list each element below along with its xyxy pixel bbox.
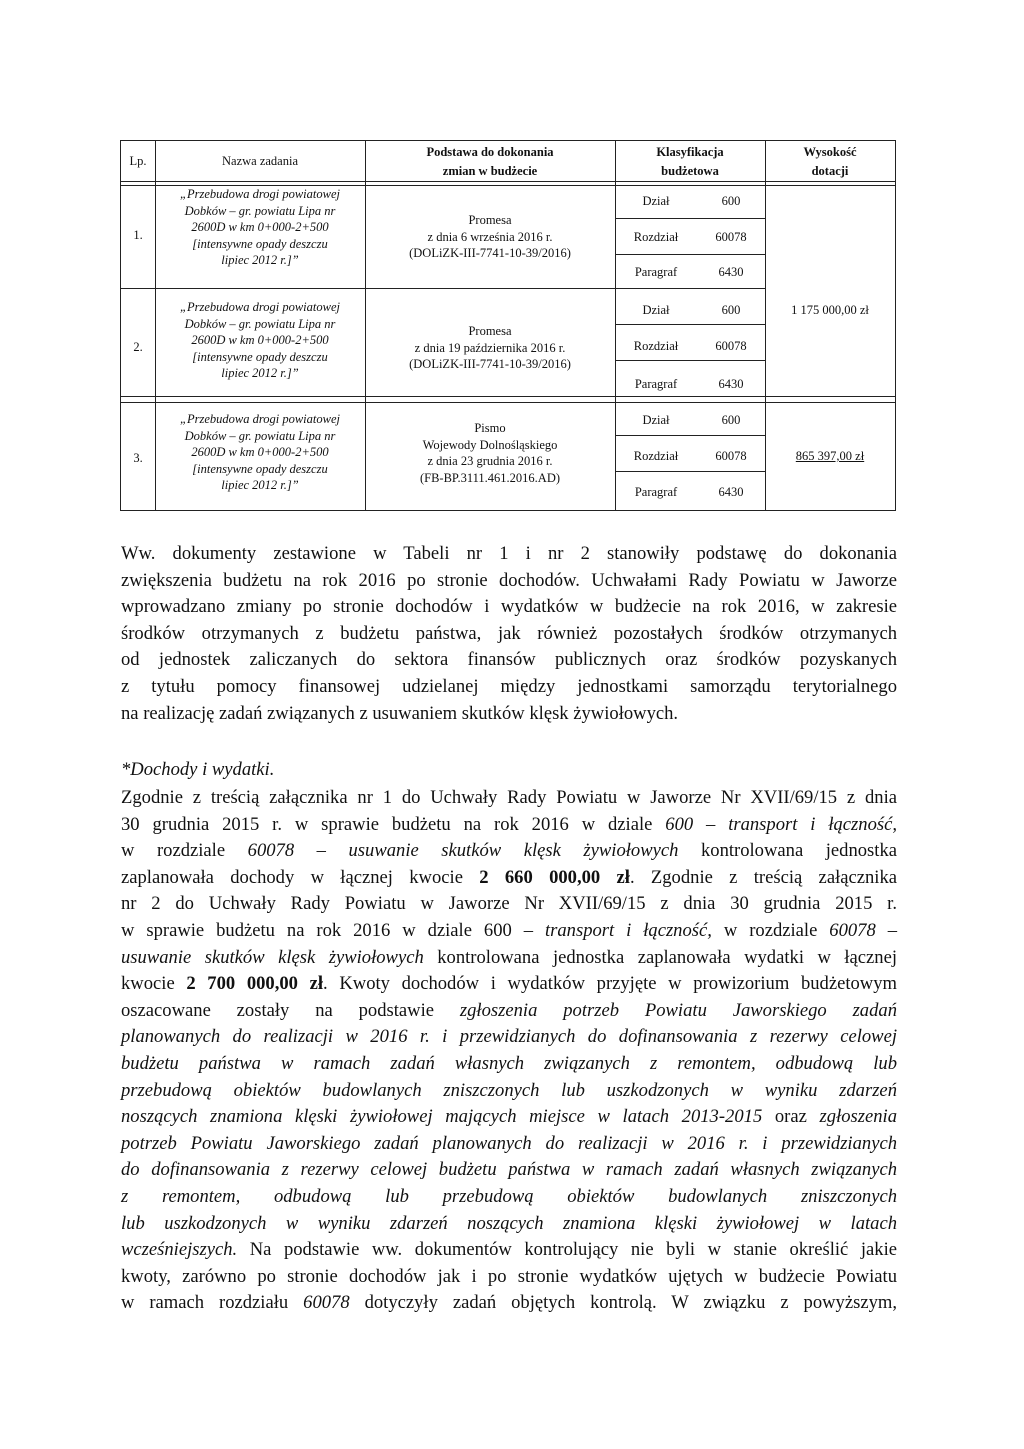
text-line xyxy=(121,998,897,1025)
text-run: oszacowane zostały na podstawie xyxy=(121,999,460,1021)
class-code: 60078 xyxy=(715,449,747,463)
basis-doc xyxy=(375,212,605,262)
basis-line: Pismo xyxy=(474,421,506,435)
text-run: kwocie xyxy=(121,973,187,995)
header-basis-line: zmian w budżecie xyxy=(442,164,538,178)
text-run: w rozdziale xyxy=(121,840,248,862)
text-line: Zgodnie z treścią załącznika nr 1 do Uchwały Rady Powiatu w Jaworze Nr XVII/69/15 z dnia xyxy=(121,787,897,808)
class-divider xyxy=(615,471,765,472)
task-name xyxy=(160,186,360,269)
heading-line xyxy=(121,757,897,784)
text-line: nr 2 do Uchwały Rady Powiatu w Jaworze Nr XVII/69/15 z dnia 30 grudnia 2015 r. xyxy=(121,893,897,915)
class-label: Dział xyxy=(642,413,670,427)
class-label: Paragraf xyxy=(634,485,678,499)
row-number: 1. xyxy=(133,228,143,242)
task-line: 2600D w km 0+000-2+500 xyxy=(191,220,329,234)
basis-line: (DOLiZK-III-7741-10-39/2016) xyxy=(409,357,571,371)
text-run-italic: noszących znamiona klęski żywiołowej mających miejsce w latach 2013-2015 xyxy=(121,1106,763,1128)
class-label: Paragraf xyxy=(634,377,678,391)
header-basis xyxy=(365,143,615,181)
col-divider xyxy=(155,141,156,510)
class-divider xyxy=(615,218,765,219)
text-run-italic: 600 – transport i łączność, xyxy=(665,813,898,835)
text-run: kontrolowana jednostka xyxy=(678,840,898,862)
text-run-italic: budżetu państwa w ramach zadań własnych związanych z remontem, odbudową lub xyxy=(121,1052,897,1074)
text-line: zwiększenia budżetu na rok 2016 po stronie dochodów. Uchwałami Rady Powiatu w Jaworze xyxy=(121,569,897,591)
task-line: Dobków – gr. powiatu Lipa nr xyxy=(184,428,336,443)
text-run-italic: zgłoszenia potrzeb Powiatu Jaworskiego zadań xyxy=(459,999,897,1021)
class-label: Rozdział xyxy=(633,230,679,244)
col-divider xyxy=(615,141,616,510)
header-task: Nazwa zadania xyxy=(222,154,298,168)
row-number: 3. xyxy=(133,451,143,465)
text-line xyxy=(121,971,897,998)
row-divider xyxy=(121,288,765,289)
header-amount xyxy=(765,143,895,181)
paragraph-income-expenses xyxy=(121,785,897,1317)
basis-line: z dnia 6 września 2016 r. xyxy=(427,229,553,244)
text-line xyxy=(121,1104,897,1131)
text-line xyxy=(121,1024,897,1051)
amount-value: 865 397,00 zł xyxy=(795,449,865,463)
class-divider xyxy=(615,324,765,325)
text-run: w rozdziale xyxy=(711,919,830,941)
basis-doc xyxy=(375,420,605,486)
income-amount: 2 660 000,00 zł xyxy=(479,866,630,888)
text-line: od jednostek zaliczanych do sektora finansów publicznych oraz środków pozyskanych xyxy=(121,649,897,671)
basis-line: Wojewody Dolnośląskiego xyxy=(422,437,558,452)
text-run-italic: do dofinansowania z rezerwy celowej budżetu państwa w ramach zadań własnych związanych xyxy=(121,1159,897,1181)
text-run: w ramach rozdziału xyxy=(121,1292,304,1314)
class-code: 60078 xyxy=(715,339,747,353)
class-code: 60078 xyxy=(715,230,747,244)
class-divider xyxy=(615,254,765,255)
text-run-italic: 60078 – usuwanie skutków klęsk żywiołowych xyxy=(247,840,679,862)
text-line: kwoty, zarówno po stronie dochodów jak i po stronie wydatków ujętych w budżecie Powiatu xyxy=(121,1265,897,1287)
text-line: wprowadzano zmiany po stronie dochodów i wydatków w budżecie na rok 2016, w zakresie xyxy=(121,596,897,618)
row-divider xyxy=(121,396,895,397)
class-code: 6430 xyxy=(718,377,744,391)
text-line xyxy=(121,838,897,865)
expense-amount: 2 700 000,00 zł xyxy=(186,973,324,995)
task-line: „Przebudowa drogi powiatowej xyxy=(180,300,340,314)
class-code: 6430 xyxy=(718,485,744,499)
text-run: Na podstawie ww. dokumentów kontrolujący nie byli w stanie określić jakie xyxy=(237,1239,897,1261)
basis-line: z dnia 19 października 2016 r. xyxy=(414,340,566,355)
text-line xyxy=(121,1051,897,1078)
text-line: Ww. dokumenty zestawione w Tabeli nr 1 i nr 2 stanowiły podstawę do dokonania xyxy=(121,543,897,564)
class-label: Paragraf xyxy=(634,265,678,279)
task-line: Dobków – gr. powiatu Lipa nr xyxy=(184,316,336,331)
text-run: oraz xyxy=(762,1106,820,1128)
header-divider xyxy=(121,181,895,182)
task-line: lipiec 2012 r.]” xyxy=(221,253,299,267)
text-run-italic: 60078 xyxy=(303,1292,350,1314)
text-line xyxy=(121,1131,897,1158)
class-code: 600 xyxy=(721,413,741,427)
basis-line: Promesa xyxy=(468,324,512,338)
text-line: środków otrzymanych z budżetu państwa, jak również pozostałych środków otrzymanych xyxy=(121,622,897,644)
text-run: dotyczyły zadań objętych kontrolą. W związku z powyższym, xyxy=(349,1292,897,1314)
header-amount-line: Wysokość xyxy=(803,145,857,159)
text-run: kontrolowana jednostka zaplanowała wydatki w łącznej xyxy=(423,946,897,968)
text-run-italic: z remontem, odbudową lub przebudową obiektów budowlanych zniszczonych xyxy=(121,1185,897,1207)
basis-line: z dnia 23 grudnia 2016 r. xyxy=(427,454,553,468)
text-line xyxy=(121,945,897,972)
text-line: na realizację zadań związanych z usuwaniem skutków klęsk żywiołowych. xyxy=(121,702,679,724)
class-label: Dział xyxy=(642,303,670,317)
text-line xyxy=(121,812,897,839)
text-run-italic: wcześniejszych. xyxy=(121,1239,238,1261)
class-code: 600 xyxy=(721,194,741,208)
text-line xyxy=(121,1237,897,1264)
text-run-italic: 60078 – xyxy=(829,919,897,941)
class-divider xyxy=(615,435,765,436)
basis-line: (FB-BP.3111.461.2016.AD) xyxy=(419,470,561,485)
header-amount-line: dotacji xyxy=(811,164,849,178)
text-line xyxy=(121,865,897,892)
class-label: Rozdział xyxy=(633,449,679,463)
task-name xyxy=(160,299,360,382)
task-line: lipiec 2012 r.]” xyxy=(221,366,299,380)
class-label: Rozdział xyxy=(633,339,679,353)
text-run: 30 grudnia 2015 r. w sprawie budżetu na rok 2016 w dziale xyxy=(121,813,666,835)
text-run-italic: zgłoszenia xyxy=(819,1106,898,1128)
basis-line: Promesa xyxy=(468,213,512,227)
header-class-line: Klasyfikacja xyxy=(656,145,724,159)
class-code: 6430 xyxy=(718,265,744,279)
basis-doc xyxy=(375,323,605,373)
text-line xyxy=(121,1211,897,1238)
text-line xyxy=(121,1078,897,1105)
task-line: lipiec 2012 r.]” xyxy=(221,478,299,492)
text-run-italic: usuwanie skutków klęsk żywiołowych xyxy=(121,946,424,968)
col-divider xyxy=(365,141,366,510)
task-line: „Przebudowa drogi powiatowej xyxy=(180,412,340,426)
header-classification xyxy=(615,143,765,181)
text-run: . Kwoty dochodów i wydatków przyjęte w prowizorium budżetowym xyxy=(323,973,897,995)
task-line: 2600D w km 0+000-2+500 xyxy=(191,445,329,459)
text-run-italic: potrzeb Powiatu Jaworskiego zadań planowanych do realizacji w 2016 r. i przewidzianych xyxy=(121,1132,897,1154)
task-line: [intensywne opady deszczu xyxy=(192,349,328,364)
text-run-italic: przebudową obiektów budowlanych zniszczonych lub uszkodzonych w wyniku zdarzeń xyxy=(121,1079,897,1101)
text-line xyxy=(121,1184,897,1211)
task-line: [intensywne opady deszczu xyxy=(192,236,328,251)
row-number: 2. xyxy=(133,340,143,354)
budget-table xyxy=(120,140,896,511)
basis-line: (DOLiZK-III-7741-10-39/2016) xyxy=(409,246,571,260)
paragraph-intro xyxy=(121,541,897,727)
section-heading xyxy=(121,757,897,784)
text-run-italic: i przewidzianych do dofinansowania z rezerwy celowej xyxy=(429,1026,897,1048)
heading-text: *Dochody i wydatki. xyxy=(121,759,275,780)
task-name xyxy=(160,411,360,494)
class-code: 600 xyxy=(721,303,741,317)
row-divider xyxy=(121,402,895,403)
class-label: Dział xyxy=(642,194,670,208)
text-line xyxy=(121,1157,897,1184)
text-line: z tytułu pomocy finansowej udzielanej między jednostkami samorządu terytorialnego xyxy=(121,675,897,697)
task-line: 2600D w km 0+000-2+500 xyxy=(191,333,329,347)
task-line: Dobków – gr. powiatu Lipa nr xyxy=(184,203,336,218)
text-run-italic: lub uszkodzonych w wyniku zdarzeń noszących znamiona klęski żywiołowej w latach xyxy=(121,1212,897,1234)
header-lp: Lp. xyxy=(129,154,147,168)
text-run-italic: planowanych do realizacji w 2016 r. xyxy=(121,1026,430,1048)
text-line xyxy=(121,918,897,945)
task-line: [intensywne opady deszczu xyxy=(192,461,328,476)
text-run: . Zgodnie z treścią załącznika xyxy=(629,866,898,888)
header-class-line: budżetowa xyxy=(661,164,719,178)
amount-value: 1 175 000,00 zł xyxy=(791,303,869,317)
class-divider xyxy=(615,360,765,361)
text-run: zaplanowała dochody w łącznej kwocie xyxy=(121,866,480,888)
text-line xyxy=(121,1290,897,1317)
text-run: w sprawie budżetu na rok 2016 w dziale 600 – xyxy=(121,919,545,941)
text-run-italic: transport i łączność, xyxy=(544,919,712,941)
header-basis-line: Podstawa do dokonania xyxy=(426,145,554,159)
task-line: „Przebudowa drogi powiatowej xyxy=(180,187,340,201)
